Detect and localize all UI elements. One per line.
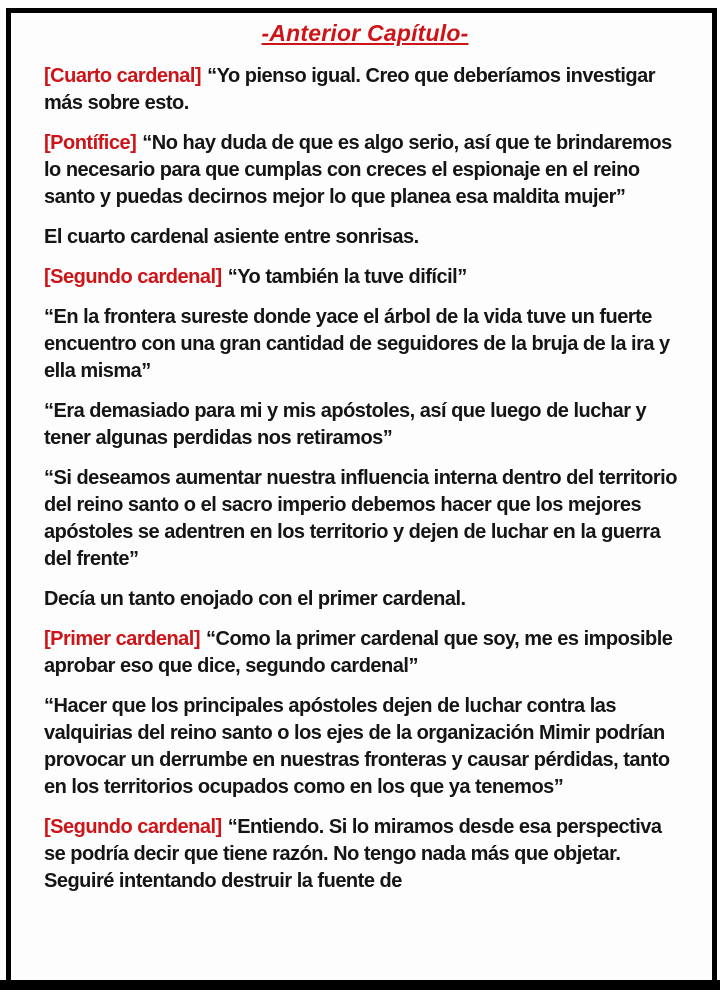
paragraph: [44, 693, 686, 801]
chapter-title: -Anterior Capítulo-: [261, 20, 469, 46]
paragraph: [44, 264, 686, 291]
paragraph: [44, 304, 686, 385]
paragraph: [44, 398, 686, 452]
paragraph: [44, 586, 686, 613]
paragraph: [44, 465, 686, 573]
speaker-tag: [Pontífice]: [44, 132, 137, 154]
paragraph: [44, 626, 686, 680]
paragraph-text: “Como la primer cardenal que soy, me es imposible aprobar eso que dice, segundo cardenal”: [44, 628, 673, 677]
recap-page: [44, 20, 686, 908]
speaker-tag: [Segundo cardenal]: [44, 266, 222, 288]
speaker-tag: [Segundo cardenal]: [44, 816, 222, 838]
paragraph-text: “Hacer que los principales apóstoles dejen de luchar contra las valquirias del reino santo o los ejes de la organización Mimir podrían provocar un derrumbe en nuestras fronteras y causar pérdidas, tanto en los territorios ocupados como en los que ya tenemos”: [44, 695, 670, 798]
paragraph: [44, 814, 686, 895]
paragraph-text: “No hay duda de que es algo serio, así que te brindaremos lo necesario para que cumplas con creces el espionaje en el reino santo y puedas decirnos mejor lo que planea esa maldita mujer”: [44, 132, 672, 208]
paragraph-text: “Si deseamos aumentar nuestra influencia interna dentro del territorio del reino santo o el sacro imperio debemos hacer que los mejores apóstoles se adentren en los territorio y dejen de luchar en la guerra del frente”: [44, 467, 677, 570]
paragraph: [44, 63, 686, 117]
page-border-bottom: [0, 980, 720, 990]
paragraph-text: “Era demasiado para mi y mis apóstoles, así que luego de luchar y tener algunas perdidas nos retiramos”: [44, 400, 647, 449]
paragraph: [44, 130, 686, 211]
speaker-tag: [Cuarto cardenal]: [44, 65, 202, 87]
speaker-tag: [Primer cardenal]: [44, 628, 201, 650]
page-border-top: [6, 8, 717, 13]
paragraph-text: “Yo pienso igual. Creo que deberíamos investigar más sobre esto.: [44, 65, 656, 114]
paragraph: [44, 224, 686, 251]
paragraph-text: “Yo también la tuve difícil”: [227, 266, 467, 288]
page-border-right: [712, 8, 717, 990]
paragraph-text: Decía un tanto enojado con el primer cardenal.: [44, 588, 466, 610]
page-border-left: [6, 8, 11, 990]
paragraph-text: “Entiendo. Si lo miramos desde esa perspectiva se podría decir que tiene razón. No tengo nada más que objetar. Seguiré intentando destruir la fuente de: [44, 816, 662, 892]
paragraph-text: El cuarto cardenal asiente entre sonrisas.: [44, 226, 419, 248]
paragraph-text: “En la frontera sureste donde yace el árbol de la vida tuve un fuerte encuentro con una gran cantidad de seguidores de la bruja de la ira y ella misma”: [44, 306, 670, 382]
